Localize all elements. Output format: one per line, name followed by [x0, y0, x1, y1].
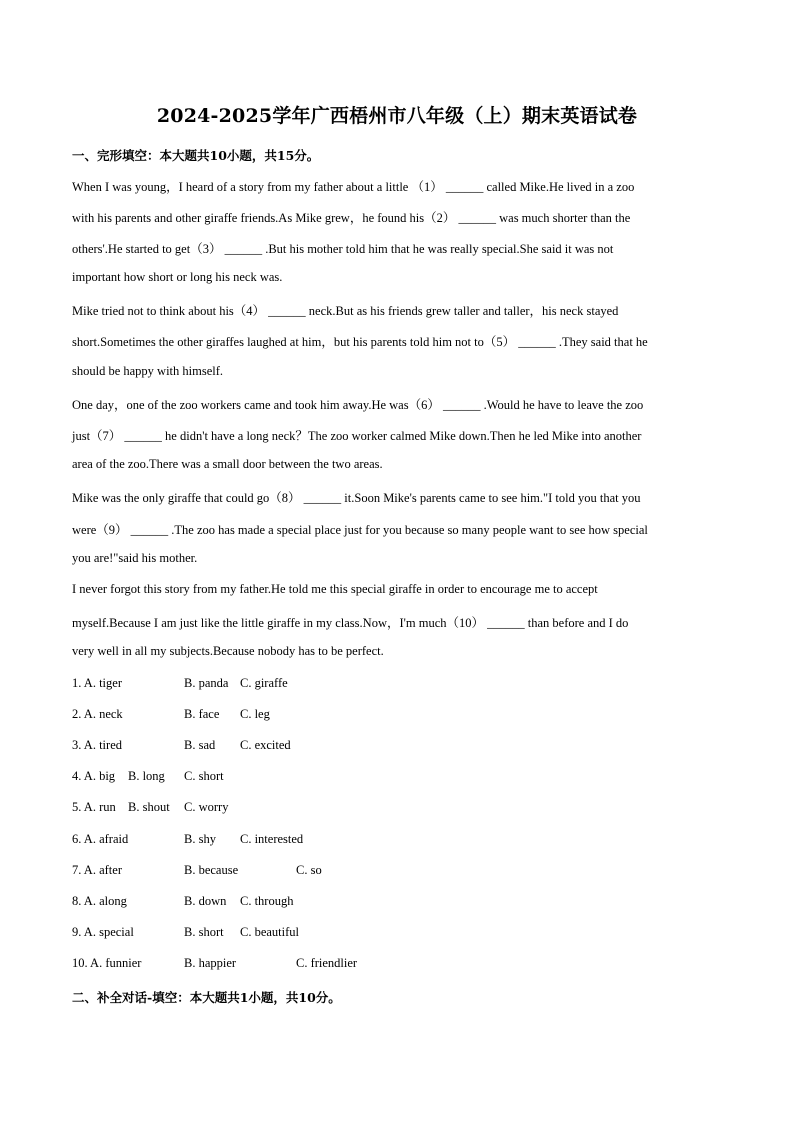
option-b: B. shout [128, 800, 170, 814]
option-a: 5. A. run [72, 800, 116, 814]
passage-line: area of the zoo.There was a small door between the two areas. [72, 457, 383, 471]
option-c: C. worry [184, 800, 229, 814]
passage-line: I never forgot this story from my father.He told me this special giraffe in order to encourage me to accept [72, 582, 598, 596]
passage-line: important how short or long his neck was. [72, 270, 283, 284]
option-a: 7. A. after [72, 863, 122, 877]
passage-line: others'.He started to get（3） ______ .But his mother told him that he was really special.She said it was not [72, 242, 614, 256]
option-a: 6. A. afraid [72, 832, 129, 846]
option-a: 1. A. tiger [72, 676, 122, 690]
option-c: C. beautiful [240, 925, 300, 939]
passage-line: myself.Because I am just like the little giraffe in my class.Now，I'm much（10） ______ than before and I do [72, 616, 629, 630]
section-1-heading: 一、完形填空：本大题共10小题，共15分。 [72, 148, 320, 163]
option-b: B. long [128, 769, 165, 783]
passage-line: you are!"said his mother. [72, 551, 198, 565]
passage-line: should be happy with himself. [72, 364, 224, 378]
passage-line: One day，one of the zoo workers came and took him away.He was（6） ______ .Would he have to leave the zoo [72, 398, 644, 412]
option-c: C. giraffe [240, 676, 288, 690]
option-a: 4. A. big [72, 769, 116, 783]
option-b: B. face [184, 707, 220, 721]
option-a: 9. A. special [72, 925, 134, 939]
option-a: 2. A. neck [72, 707, 123, 721]
passage-line: Mike was the only giraffe that could go（8） ______ it.Soon Mike's parents came to see him."I told you that you [72, 491, 641, 505]
option-c: C. so [296, 863, 322, 877]
passage-line: When I was young，I heard of a story from my father about a little （1） ______ called Mike.He lived in a zoo [72, 180, 635, 194]
section-2-heading: 二、补全对话-填空：本大题共1小题，共10分。 [72, 990, 341, 1005]
option-b: B. sad [184, 738, 216, 752]
passage-line: just（7） ______ he didn't have a long neck？The zoo worker calmed Mike down.Then he led Mike into another [72, 429, 642, 443]
option-a: 8. A. along [72, 894, 127, 908]
passage-line: with his parents and other giraffe friends.As Mike grew，he found his（2） ______ was much shorter than the [72, 211, 631, 225]
option-b: B. down [184, 894, 227, 908]
option-c: C. excited [240, 738, 291, 752]
option-a: 3. A. tired [72, 738, 122, 752]
passage-line: Mike tried not to think about his（4） ______ neck.But as his friends grew taller and taller，his neck stayed [72, 304, 619, 318]
option-b: B. happier [184, 956, 237, 970]
option-b: B. short [184, 925, 224, 939]
option-c: C. leg [240, 707, 270, 721]
option-c: C. short [184, 769, 224, 783]
option-b: B. panda [184, 676, 229, 690]
passage-line: very well in all my subjects.Because nobody has to be perfect. [72, 644, 384, 658]
option-b: B. shy [184, 832, 216, 846]
option-c: C. interested [240, 832, 304, 846]
passage-line: were（9） ______ .The zoo has made a special place just for you because so many people want to see how special [72, 523, 648, 537]
passage-line: short.Sometimes the other giraffes laughed at him，but his parents told him not to（5） ______ .They said that he [72, 335, 648, 349]
option-c: C. friendlier [296, 956, 358, 970]
option-b: B. because [184, 863, 239, 877]
option-c: C. through [240, 894, 294, 908]
option-a: 10. A. funnier [72, 956, 142, 970]
exam-title: 2024-2025学年广西梧州市八年级（上）期末英语试卷 [156, 105, 638, 127]
